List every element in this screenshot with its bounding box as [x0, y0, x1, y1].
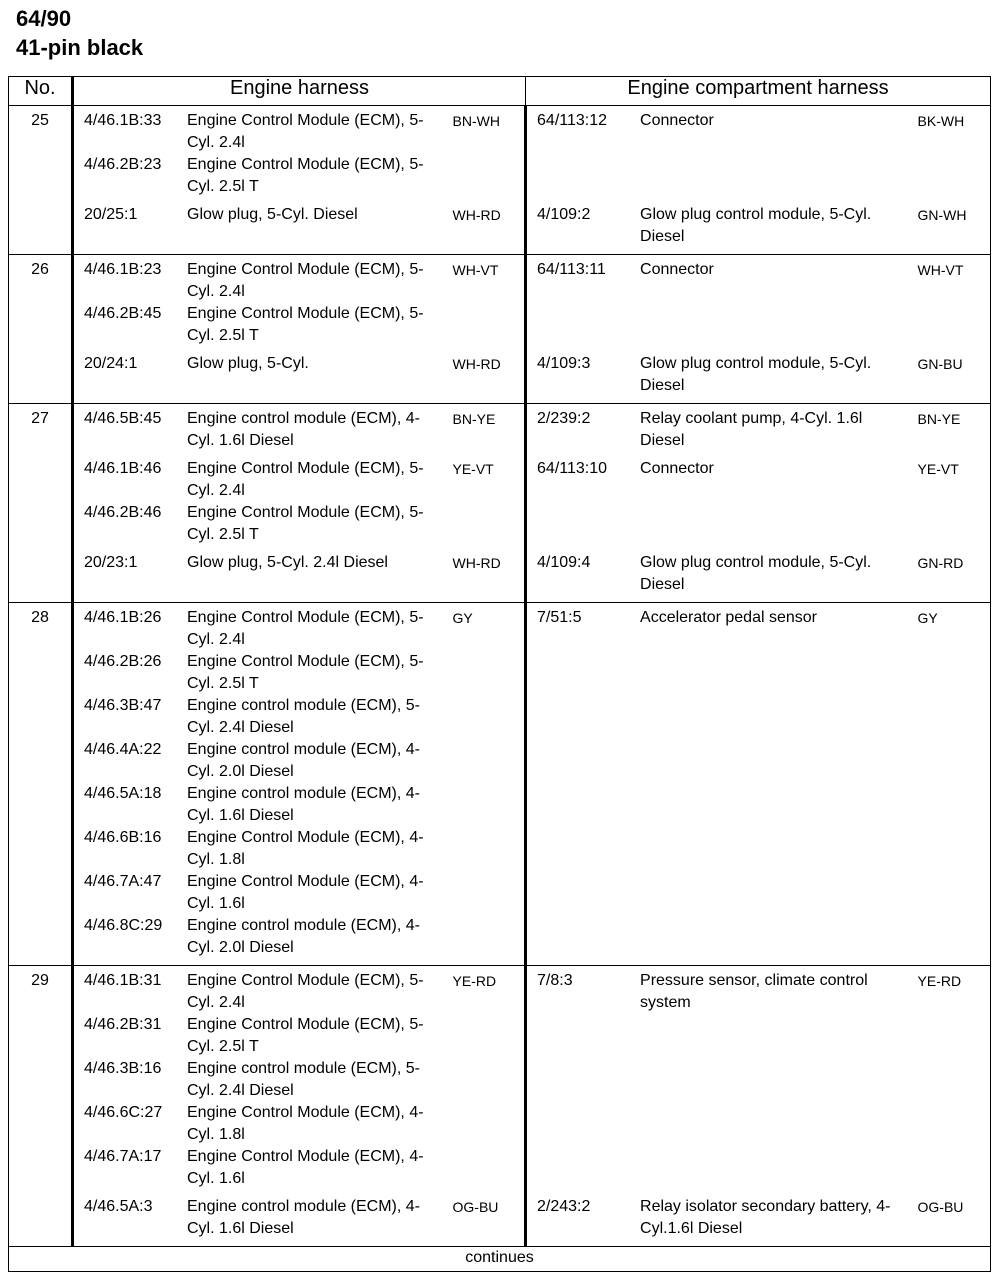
component-description: Engine Control Module (ECM), 5-Cyl. 2.5l T	[187, 305, 424, 344]
compartment-harness-cell	[526, 1196, 906, 1247]
component-code: 7/51:5	[537, 609, 582, 626]
compartment-harness-cell	[526, 966, 906, 1197]
component-code: 20/24:1	[84, 355, 138, 372]
table-row	[9, 106, 991, 205]
wire-color: GN-BU	[906, 353, 991, 404]
component-description: Accelerator pedal sensor	[640, 609, 817, 626]
harness-entry	[84, 303, 435, 347]
wire-color: BN-YE	[441, 404, 526, 459]
component-code: 4/46.2B:45	[84, 305, 162, 322]
component-code: 4/46.7A:47	[84, 873, 162, 890]
compartment-harness-cell	[526, 552, 906, 603]
component-code: 4/46.6B:16	[84, 829, 162, 846]
component-code: 4/46.2B:46	[84, 504, 162, 521]
wire-color: OG-BU	[441, 1196, 526, 1247]
connector-id: 64/90	[16, 6, 72, 31]
component-description: Connector	[640, 112, 714, 129]
wire-color: WH-VT	[441, 255, 526, 354]
component-description: Engine Control Module (ECM), 5-Cyl. 2.4l	[187, 972, 424, 1011]
harness-entry	[84, 607, 435, 651]
table-row	[9, 204, 991, 255]
component-description: Engine Control Module (ECM), 5-Cyl. 2.5l T	[187, 1016, 424, 1055]
harness-entry	[537, 110, 900, 132]
component-code: 4/46.1B:26	[84, 609, 162, 626]
component-code: 4/46.7A:17	[84, 1148, 162, 1165]
compartment-harness-cell	[526, 255, 906, 354]
compartment-harness-cell	[526, 204, 906, 255]
pin-number: 26	[9, 255, 73, 404]
component-code: 4/46.2B:26	[84, 653, 162, 670]
component-code: 4/46.8C:29	[84, 917, 163, 934]
component-description: Glow plug control module, 5-Cyl. Diesel	[640, 206, 872, 245]
harness-entry	[84, 695, 435, 739]
pin-number: 29	[9, 966, 73, 1247]
engine-harness-cell	[73, 204, 441, 255]
harness-entry	[84, 1102, 435, 1146]
component-code: 4/46.5A:3	[84, 1198, 153, 1215]
wire-color: GY	[441, 603, 526, 966]
engine-harness-cell	[73, 603, 441, 966]
wire-color: YE-VT	[906, 458, 991, 552]
component-code: 4/46.3B:16	[84, 1060, 162, 1077]
engine-harness-cell	[73, 1196, 441, 1247]
component-description: Engine Control Module (ECM), 5-Cyl. 2.5l T	[187, 504, 424, 543]
component-description: Engine control module (ECM), 4-Cyl. 2.0l Diesel	[187, 741, 420, 780]
component-description: Engine Control Module (ECM), 5-Cyl. 2.5l T	[187, 156, 424, 195]
component-description: Glow plug control module, 5-Cyl. Diesel	[640, 554, 872, 593]
component-code: 4/46.5B:45	[84, 410, 162, 427]
component-code: 64/113:12	[537, 112, 608, 129]
component-code: 4/46.1B:46	[84, 460, 162, 477]
engine-harness-cell	[73, 552, 441, 603]
header-engine-compartment-harness: Engine compartment harness	[526, 77, 991, 106]
component-description: Pressure sensor, climate control system	[640, 972, 868, 1011]
component-description: Engine control module (ECM), 5-Cyl. 2.4l Diesel	[187, 1060, 420, 1099]
component-description: Engine control module (ECM), 4-Cyl. 1.6l Diesel	[187, 785, 420, 824]
engine-harness-cell	[73, 255, 441, 354]
harness-entry	[84, 110, 435, 154]
wiring-table	[8, 76, 991, 1272]
harness-entry	[84, 1146, 435, 1190]
component-description: Engine control module (ECM), 4-Cyl. 1.6l Diesel	[187, 1198, 420, 1237]
harness-entry	[537, 970, 900, 1014]
compartment-harness-cell	[526, 458, 906, 552]
component-code: 4/46.5A:18	[84, 785, 162, 802]
engine-harness-cell	[73, 404, 441, 459]
component-code: 20/25:1	[84, 206, 138, 223]
wire-color: YE-RD	[906, 966, 991, 1197]
wire-color: WH-VT	[906, 255, 991, 354]
harness-entry	[84, 739, 435, 783]
harness-entry	[537, 204, 900, 248]
component-code: 64/113:10	[537, 460, 608, 477]
component-description: Engine Control Module (ECM), 5-Cyl. 2.5l T	[187, 653, 424, 692]
harness-entry	[84, 1014, 435, 1058]
compartment-harness-cell	[526, 603, 906, 966]
component-code: 2/243:2	[537, 1198, 591, 1215]
component-description: Engine Control Module (ECM), 4-Cyl. 1.6l	[187, 873, 424, 912]
component-description: Glow plug control module, 5-Cyl. Diesel	[640, 355, 872, 394]
harness-entry	[537, 353, 900, 397]
engine-harness-cell	[73, 458, 441, 552]
engine-harness-cell	[73, 353, 441, 404]
component-description: Engine Control Module (ECM), 4-Cyl. 1.6l	[187, 1148, 424, 1187]
harness-entry	[537, 552, 900, 596]
pin-number: 27	[9, 404, 73, 603]
component-code: 2/239:2	[537, 410, 591, 427]
component-description: Engine control module (ECM), 5-Cyl. 2.4l Diesel	[187, 697, 420, 736]
harness-entry	[84, 458, 435, 502]
compartment-harness-cell	[526, 404, 906, 459]
harness-entry	[84, 502, 435, 546]
header-no: No.	[9, 77, 73, 106]
component-description: Glow plug, 5-Cyl.	[187, 355, 309, 372]
component-code: 4/46.2B:31	[84, 1016, 162, 1033]
component-description: Glow plug, 5-Cyl. 2.4l Diesel	[187, 554, 388, 571]
harness-entry	[84, 408, 435, 452]
component-description: Engine control module (ECM), 4-Cyl. 1.6l Diesel	[187, 410, 420, 449]
component-code: 4/109:4	[537, 554, 591, 571]
harness-entry	[84, 353, 435, 375]
harness-entry	[84, 552, 435, 574]
component-code: 4/46.3B:47	[84, 697, 162, 714]
continues-note: continues	[9, 1247, 991, 1272]
table-row	[9, 1196, 991, 1247]
component-description: Engine Control Module (ECM), 5-Cyl. 2.4l	[187, 460, 424, 499]
wire-color: YE-RD	[441, 966, 526, 1197]
component-code: 4/109:2	[537, 206, 591, 223]
harness-entry	[84, 871, 435, 915]
wire-color: WH-RD	[441, 552, 526, 603]
wire-color: YE-VT	[441, 458, 526, 552]
component-description: Relay isolator secondary battery, 4-Cyl.1.6l Diesel	[640, 1198, 891, 1237]
component-code: 4/46.6C:27	[84, 1104, 163, 1121]
component-code: 64/113:11	[537, 261, 606, 278]
component-code: 4/46.1B:33	[84, 112, 162, 129]
harness-entry	[84, 783, 435, 827]
connector-description: 41-pin black	[16, 35, 144, 60]
component-code: 4/46.2B:23	[84, 156, 162, 173]
component-description: Engine control module (ECM), 4-Cyl. 2.0l Diesel	[187, 917, 420, 956]
wire-color: WH-RD	[441, 353, 526, 404]
component-description: Engine Control Module (ECM), 5-Cyl. 2.4l	[187, 112, 424, 151]
wire-color: BK-WH	[906, 106, 991, 205]
table-row	[9, 552, 991, 603]
wire-color: BN-YE	[906, 404, 991, 459]
harness-entry	[84, 1196, 435, 1240]
harness-entry	[84, 651, 435, 695]
component-description: Engine Control Module (ECM), 4-Cyl. 1.8l	[187, 829, 424, 868]
table-row	[9, 603, 991, 966]
component-description: Engine Control Module (ECM), 5-Cyl. 2.4l	[187, 609, 424, 648]
table-row	[9, 404, 991, 459]
component-code: 20/23:1	[84, 554, 138, 571]
component-description: Relay coolant pump, 4-Cyl. 1.6l Diesel	[640, 410, 863, 449]
wire-color: WH-RD	[441, 204, 526, 255]
wire-color: GN-WH	[906, 204, 991, 255]
pin-number: 28	[9, 603, 73, 966]
table-row	[9, 966, 991, 1197]
harness-entry	[84, 1058, 435, 1102]
table-row	[9, 458, 991, 552]
wire-color: BN-WH	[441, 106, 526, 205]
harness-entry	[84, 970, 435, 1014]
harness-entry	[537, 458, 900, 480]
component-description: Engine Control Module (ECM), 4-Cyl. 1.8l	[187, 1104, 424, 1143]
component-description: Engine Control Module (ECM), 5-Cyl. 2.4l	[187, 261, 424, 300]
engine-harness-cell	[73, 106, 441, 205]
harness-entry	[537, 408, 900, 452]
component-description: Connector	[640, 460, 714, 477]
harness-entry	[537, 607, 900, 629]
component-code: 4/46.1B:23	[84, 261, 162, 278]
header-engine-harness: Engine harness	[73, 77, 526, 106]
harness-entry	[84, 204, 435, 226]
table-row	[9, 255, 991, 354]
table-row	[9, 353, 991, 404]
pin-number: 25	[9, 106, 73, 255]
component-description: Glow plug, 5-Cyl. Diesel	[187, 206, 358, 223]
wire-color: GY	[906, 603, 991, 966]
compartment-harness-cell	[526, 106, 906, 205]
compartment-harness-cell	[526, 353, 906, 404]
component-code: 4/109:3	[537, 355, 591, 372]
harness-entry	[84, 915, 435, 959]
component-code: 4/46.1B:31	[84, 972, 162, 989]
component-code: 7/8:3	[537, 972, 573, 989]
wire-color: OG-BU	[906, 1196, 991, 1247]
wire-color: GN-RD	[906, 552, 991, 603]
harness-entry	[84, 827, 435, 871]
harness-entry	[537, 1196, 900, 1240]
harness-entry	[84, 154, 435, 198]
component-code: 4/46.4A:22	[84, 741, 162, 758]
component-description: Connector	[640, 261, 714, 278]
engine-harness-cell	[73, 966, 441, 1197]
harness-entry	[84, 259, 435, 303]
harness-entry	[537, 259, 900, 281]
